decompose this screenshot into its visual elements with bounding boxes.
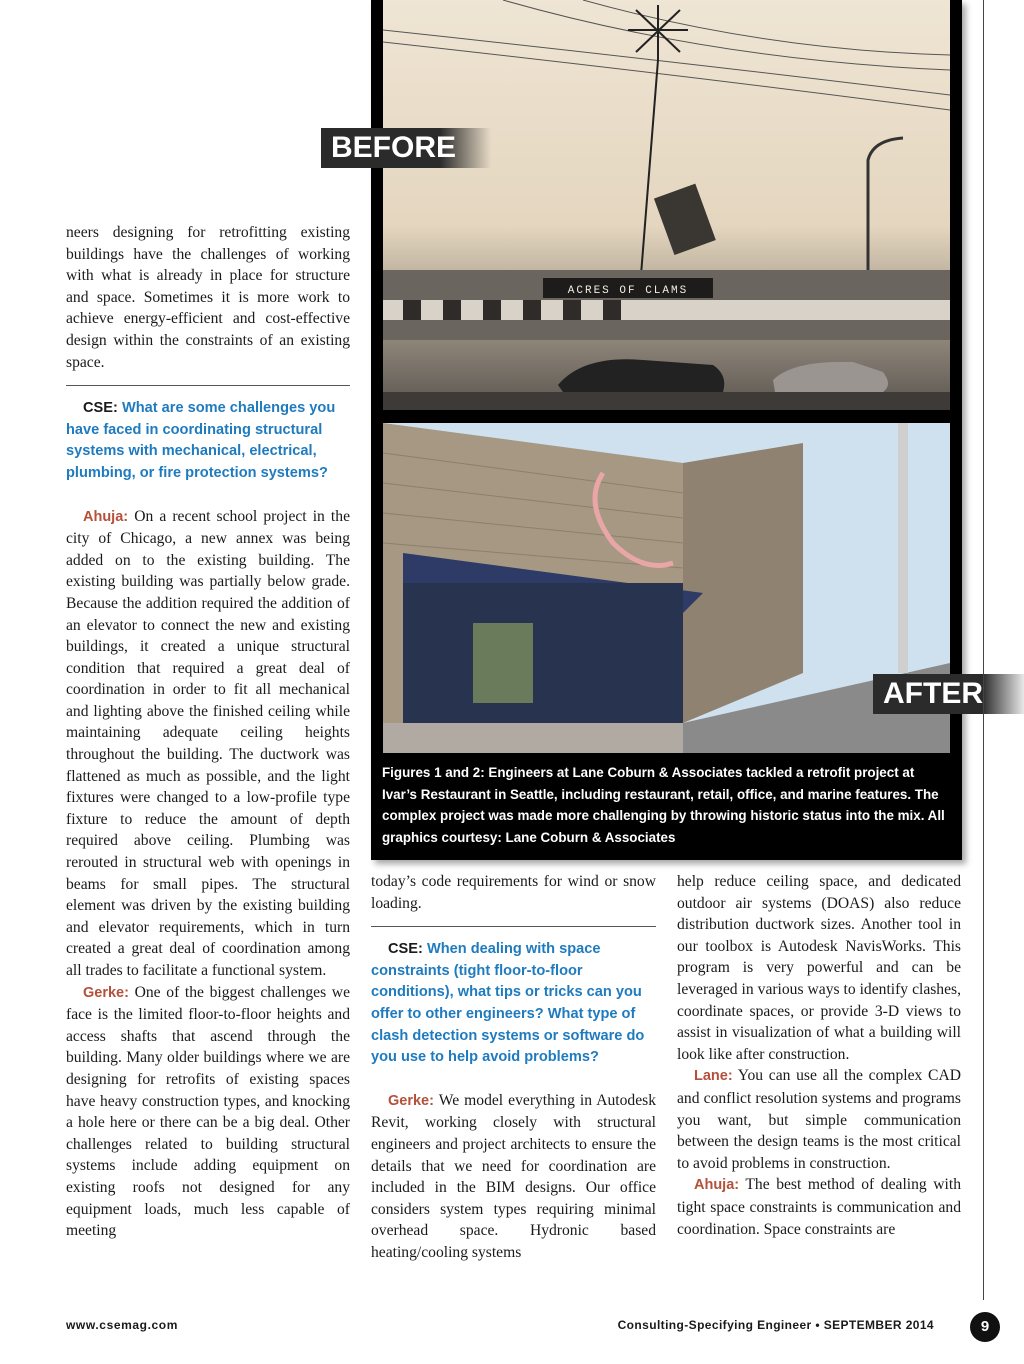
- speaker-name: Gerke:: [83, 984, 129, 1001]
- column-right: [677, 871, 961, 1240]
- column-left: [66, 222, 350, 1242]
- question: [371, 939, 656, 1069]
- page-number: 9: [970, 1312, 1000, 1342]
- after-photo-illustration: [383, 423, 950, 753]
- body-paragraph: today’s code requirements for wind or snow loading.: [371, 873, 656, 912]
- question-text: When dealing with space constraints (tight floor-to-floor conditions), what tips or tricks can you offer to other engineers? What type of clash detection systems or software do you use to help avoid problems?: [371, 941, 645, 1066]
- figure-caption: Figures 1 and 2: Engineers at Lane Coburn & Associates tackled a retrofit project at Ivar’s Restaurant in Seattle, including restaurant, retail, office, and marine features. The complex project was made more challenging by throwing historic status into the mix. All graphics courtesy: Lane Coburn & Associates: [382, 765, 945, 845]
- answer-paragraph: [371, 1090, 656, 1264]
- divider: [66, 385, 350, 386]
- answer-text: One of the biggest challenges we face is the limited floor-to-floor heights and access shafts that ascend through the building. Many older buildings where we are designing for retrofits of existing spaces have heavy construction types, and knocking a hole here or there can be a big deal. Other challenges related to building structural systems include adding equipment on existing roofs not designed for any equipment loads, much less capable of meeting: [66, 983, 350, 1240]
- column-middle: [371, 871, 656, 1264]
- answer-paragraph: [66, 506, 350, 982]
- speaker-name: Lane:: [694, 1068, 733, 1085]
- answer-text: On a recent school project in the city of Chicago, a new annex was being added on to the existing building. The existing building was partially below grade. Because the addition required the addition of an elevator to connect the new and existing buildings, it created a unique structural condition that required a great deal of coordination in order to fit all mechanical and lighting above the finished ceiling while maintaining adequate ceiling heights throughout the building. The ductwork was flattened as much as possible, and the light fixtures were changed to a low-profile type fixture to reduce the amount of depth required above ceiling. Plumbing was rerouted in structural web with openings in beams for small pipes. The structural element was driven by the existing building and elevator requirements, which in turn created a great deal of coordination among all trades to facilitate a functional system.: [66, 507, 350, 979]
- footer-website: www.csemag.com: [66, 1318, 178, 1332]
- answer-paragraph: [677, 1174, 961, 1240]
- question: [66, 398, 350, 484]
- margin-rule: [983, 0, 984, 1300]
- after-photo: [383, 423, 950, 753]
- before-photo-illustration: [383, 0, 950, 410]
- divider: [371, 926, 656, 927]
- answer-text: You can use all the complex CAD and conflict resolution systems and programs you want, but simple communication between the design teams is the most critical to avoid problems in construction.: [677, 1067, 961, 1172]
- question-text: What are some challenges you have faced in coordinating structural systems with mechanical, electrical, plumbing, or fire protection systems?: [66, 400, 336, 481]
- question-label: CSE:: [83, 400, 118, 417]
- footer-publication: Consulting-Specifying Engineer • SEPTEMBER 2014: [617, 1318, 934, 1332]
- after-badge: AFTER: [873, 674, 1024, 714]
- speaker-name: Ahuja:: [83, 508, 129, 525]
- question-label: CSE:: [388, 941, 423, 958]
- before-photo: [383, 0, 950, 410]
- answer-text: We model everything in Autodesk Revit, working closely with structural engineers and project architects to ensure the details that we need for coordination are included in the BIM designs. Our office considers system types requiring minimal overhead space. Hydronic based heating/cooling systems: [371, 1091, 656, 1261]
- before-sign-text: ACRES OF CLAMS: [567, 285, 689, 297]
- speaker-name: Gerke:: [388, 1092, 434, 1109]
- answer-paragraph: [677, 1065, 961, 1174]
- body-paragraph: help reduce ceiling space, and dedicated outdoor air systems (DOAS) also reduce distribution ductwork sizes. Another tool in our toolbox is Autodesk NavisWorks. This program is very powerful and can be leveraged in various ways to identify clashes, coordinate spaces, or provide 3-D views to assist in visualization of what a building will look like after construction.: [677, 873, 961, 1063]
- answer-paragraph: [66, 982, 350, 1242]
- answer-text: The best method of dealing with tight space constraints is communication and coordination. Space constraints are: [677, 1176, 961, 1238]
- body-paragraph: neers designing for retrofitting existing buildings have the challenges of working with what is already in place for structure and space. Sometimes it is more work to achieve energy-efficient and cost-effective design within the constraints of an existing space.: [66, 224, 350, 371]
- speaker-name: Ahuja:: [694, 1177, 740, 1194]
- before-badge: BEFORE: [321, 128, 491, 168]
